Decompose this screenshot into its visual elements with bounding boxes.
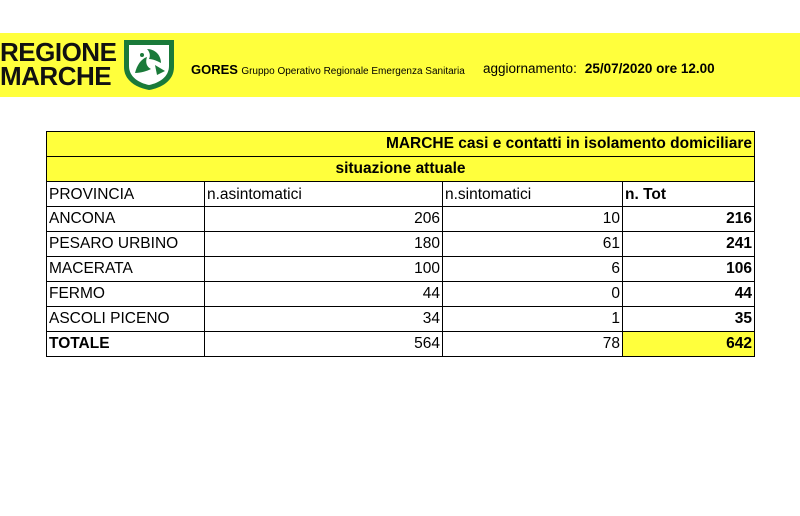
cell-asintomatici: 34: [205, 307, 443, 332]
table-title: MARCHE casi e contatti in isolamento domiciliare: [47, 132, 755, 157]
cell-sintomatici: 0: [443, 282, 623, 307]
table-title-row: [47, 132, 755, 157]
cell-asintomatici: 206: [205, 207, 443, 232]
column-header-asintomatici: n.asintomatici: [205, 182, 443, 207]
table-subtitle-row: [47, 157, 755, 182]
org-full: Gruppo Operativo Regionale Emergenza Sanitaria: [241, 66, 465, 77]
org-short: GORES: [191, 62, 238, 77]
cell-tot: 106: [623, 257, 755, 282]
total-sintomatici: 78: [443, 332, 623, 357]
cell-provincia: ASCOLI PICENO: [47, 307, 205, 332]
table-row: [47, 257, 755, 282]
table-subtitle: situazione attuale: [47, 157, 755, 182]
regione-marche-logo: [0, 37, 117, 91]
column-header-row: [47, 182, 755, 207]
cell-asintomatici: 44: [205, 282, 443, 307]
total-row: [47, 332, 755, 357]
table-row: [47, 307, 755, 332]
cell-tot: 216: [623, 207, 755, 232]
cell-sintomatici: 10: [443, 207, 623, 232]
column-header-tot: n. Tot: [623, 182, 755, 207]
table-row: [47, 207, 755, 232]
cell-sintomatici: 1: [443, 307, 623, 332]
logo-line-2: MARCHE: [0, 61, 112, 91]
cell-provincia: FERMO: [47, 282, 205, 307]
update-label: aggiornamento:: [483, 61, 577, 76]
cell-asintomatici: 180: [205, 232, 443, 257]
cell-sintomatici: 61: [443, 232, 623, 257]
update-value: 25/07/2020 ore 12.00: [584, 61, 715, 76]
total-label: TOTALE: [47, 332, 205, 357]
total-asintomatici: 564: [205, 332, 443, 357]
regione-marche-emblem-icon: [121, 37, 177, 91]
cases-table: [46, 131, 755, 357]
cell-provincia: ANCONA: [47, 207, 205, 232]
cell-tot: 44: [623, 282, 755, 307]
table-row: [47, 282, 755, 307]
org-info: [191, 62, 465, 77]
total-tot: 642: [623, 332, 755, 357]
cell-tot: 241: [623, 232, 755, 257]
cell-provincia: PESARO URBINO: [47, 232, 205, 257]
logo-line-1: REGIONE: [0, 37, 117, 67]
cell-sintomatici: 6: [443, 257, 623, 282]
header-banner: [0, 33, 800, 97]
column-header-sintomatici: n.sintomatici: [443, 182, 623, 207]
table-row: [47, 232, 755, 257]
cell-asintomatici: 100: [205, 257, 443, 282]
update-info: [483, 61, 715, 76]
cell-tot: 35: [623, 307, 755, 332]
column-header-provincia: PROVINCIA: [47, 182, 205, 207]
cell-provincia: MACERATA: [47, 257, 205, 282]
